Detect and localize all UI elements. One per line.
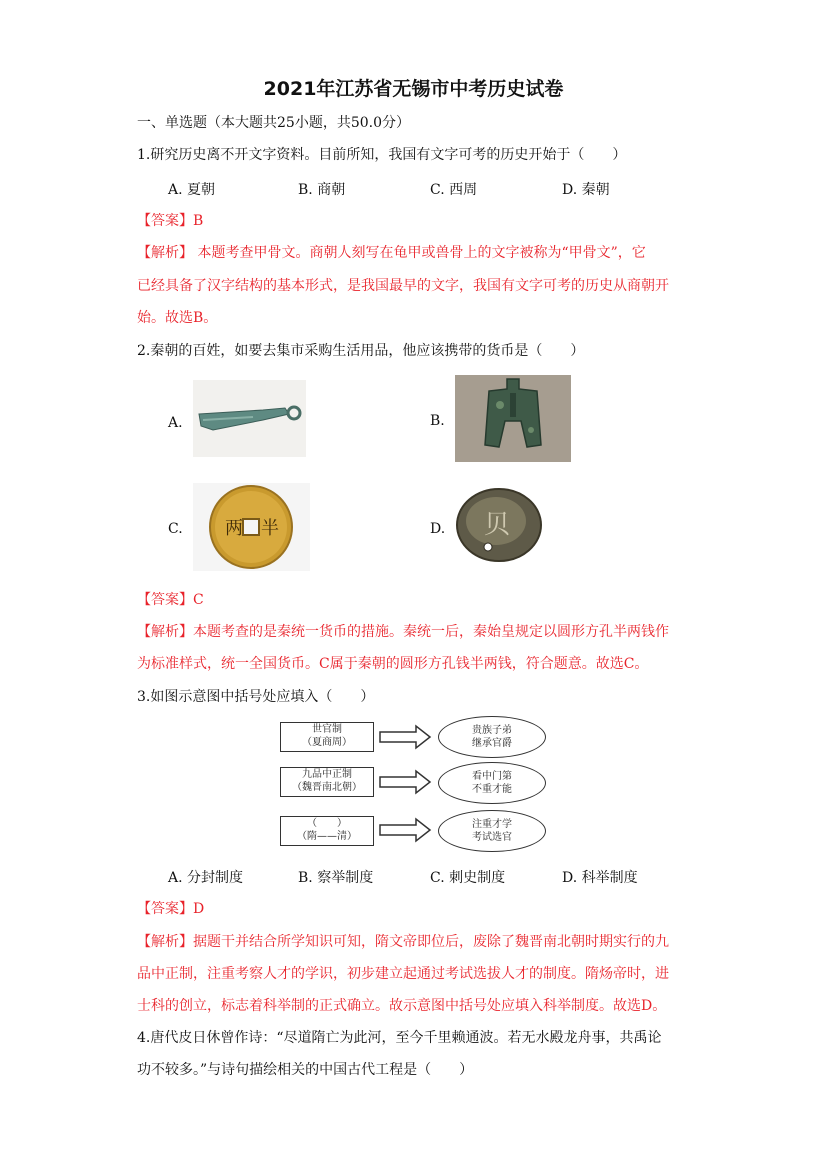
q1-option-d: D. 秦朝	[562, 182, 610, 198]
q1-analysis-line-2: 已经具备了汉字结构的基本形式，是我国最早的文字，我国有文字可考的历史从商朝开	[137, 278, 669, 294]
box-3-line-2: （隋——清）	[297, 831, 357, 842]
q2-stem: 2.秦朝的百姓，如要去集市采购生活用品，他应该携带的货币是（ ）	[137, 343, 585, 359]
coin-char-right: 半	[261, 518, 279, 539]
q1-analysis-line-1: 【解析】 本题考查甲骨文。商朝人刻写在龟甲或兽骨上的文字被称为“甲骨文”，它	[137, 245, 646, 261]
q1-option-b: B. 商朝	[298, 182, 346, 198]
box-1-line-1: 世官制	[312, 724, 342, 735]
q3-option-d: D. 科举制度	[562, 870, 638, 886]
oval-2-line-2: 不重才能	[472, 784, 512, 795]
diagram-oval-1	[438, 716, 546, 758]
q4-stem-line-2: 功不较多。”与诗句描绘相关的中国古代工程是（ ）	[137, 1062, 474, 1078]
arrow-right-icon	[380, 771, 430, 793]
banliang-coin-image	[193, 483, 310, 571]
diagram-oval-3	[438, 810, 546, 852]
q3-option-a: A. 分封制度	[168, 870, 244, 886]
page-title: 2021年江苏省无锡市中考历史试卷	[263, 78, 564, 100]
arrow-right-icon	[380, 819, 430, 841]
box-2-line-2: （魏晋南北朝）	[292, 782, 362, 793]
diagram-box-2	[280, 767, 374, 797]
q2-label-a: A.	[168, 415, 183, 431]
knife-coin-image	[193, 380, 306, 457]
spade-coin-image	[455, 375, 571, 462]
q3-option-c: C. 刺史制度	[430, 870, 506, 886]
ant-nose-coin-image	[452, 485, 547, 565]
q4-stem-line-1: 4.唐代皮日休曾作诗：“尽道隋亡为此河，至今千里赖通波。若无水殿龙舟事，共禹论	[137, 1030, 662, 1046]
diagram-box-3	[280, 816, 374, 846]
diagram-oval-2	[438, 762, 546, 804]
arrow-right-icon	[380, 726, 430, 748]
diagram-arrows	[378, 722, 434, 847]
q3-stem: 3.如图示意图中括号处应填入（ ）	[137, 689, 375, 705]
q3-answer: 【答案】D	[137, 901, 205, 917]
coin-char-left: 两	[225, 518, 243, 539]
q1-answer: 【答案】B	[137, 213, 204, 229]
q2-label-d: D.	[430, 521, 446, 537]
q1-option-a: A. 夏朝	[168, 182, 216, 198]
coin-char-d: 贝	[484, 510, 511, 540]
q1-stem: 1.研究历史离不开文字资料。目前所知，我国有文字可考的历史开始于（ ）	[137, 147, 627, 163]
q1-analysis-line-3: 始。故选B。	[137, 310, 218, 326]
q3-option-b: B. 察举制度	[298, 870, 374, 886]
q1-option-c: C. 西周	[430, 182, 478, 198]
q3-analysis-line-3: 士科的创立，标志着科举制的正式确立。故示意图中括号处应填入科举制度。故选D。	[137, 998, 667, 1014]
q2-analysis-line-2: 为标准样式，统一全国货币。C属于秦朝的圆形方孔钱半两钱，符合题意。故选C。	[137, 656, 649, 672]
box-1-line-2: （夏商周）	[302, 737, 352, 748]
q2-answer: 【答案】C	[137, 592, 204, 608]
diagram-box-1	[280, 722, 374, 752]
oval-3-line-2: 考试选官	[472, 832, 512, 843]
q3-analysis-line-2: 品中正制，注重考察人才的学识，初步建立起通过考试选拔人才的制度。隋炀帝时，进	[137, 966, 669, 982]
oval-3-line-1: 注重才学	[472, 819, 512, 830]
oval-1-line-2: 继承官爵	[472, 738, 512, 749]
oval-1-line-1: 贵族子弟	[472, 725, 512, 736]
q3-analysis-line-1: 【解析】据题干并结合所学知识可知，隋文帝即位后，废除了魏晋南北朝时期实行的九	[137, 934, 669, 950]
oval-2-line-1: 看中门第	[472, 771, 512, 782]
section-heading: 一、单选题（本大题共25小题，共50.0分）	[137, 115, 410, 131]
system-diagram	[270, 712, 560, 852]
q2-label-c: C.	[168, 521, 183, 537]
box-2-line-1: 九品中正制	[302, 769, 352, 780]
q2-analysis-line-1: 【解析】本题考查的是秦统一货币的措施。秦统一后，秦始皇规定以圆形方孔半两钱作	[137, 624, 669, 640]
box-3-line-1: （ ）	[307, 818, 347, 829]
q2-label-b: B.	[430, 413, 445, 429]
